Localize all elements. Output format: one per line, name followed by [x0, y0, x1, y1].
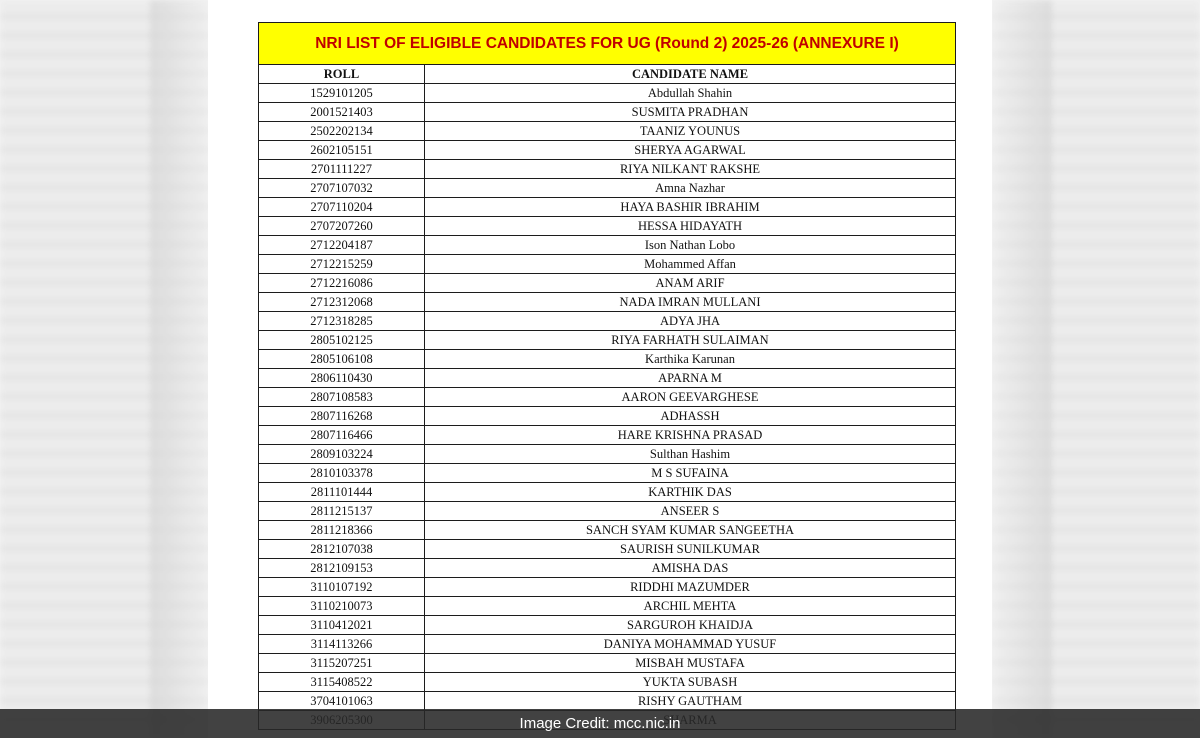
roll-cell: 2701111227 [259, 160, 425, 179]
roll-cell: 2001521403 [259, 103, 425, 122]
image-credit-text: Image Credit: mcc.nic.in [519, 715, 681, 732]
candidate-name-cell: Ison Nathan Lobo [425, 236, 956, 255]
roll-cell: 3704101063 [259, 692, 425, 711]
candidate-name-cell: DANIYA MOHAMMAD YUSUF [425, 635, 956, 654]
table-row [259, 578, 956, 597]
candidate-name-cell: SANCH SYAM KUMAR SANGEETHA [425, 521, 956, 540]
table-row [259, 445, 956, 464]
roll-cell: 3110210073 [259, 597, 425, 616]
document-title: NRI LIST OF ELIGIBLE CANDIDATES FOR UG (Round 2) 2025-26 (ANNEXURE I) [259, 23, 956, 65]
roll-cell: 3110107192 [259, 578, 425, 597]
candidate-list-table [258, 22, 956, 730]
candidate-name-cell: RISHY GAUTHAM [425, 692, 956, 711]
roll-cell: 2712312068 [259, 293, 425, 312]
roll-cell: 2806110430 [259, 369, 425, 388]
table-row [259, 331, 956, 350]
table-row [259, 635, 956, 654]
candidate-name-cell: KARTHIK DAS [425, 483, 956, 502]
candidate-name-cell: Mohammed Affan [425, 255, 956, 274]
candidate-name-cell: SHERYA AGARWAL [425, 141, 956, 160]
table-row [259, 464, 956, 483]
candidate-name-cell: Karthika Karunan [425, 350, 956, 369]
table-row [259, 673, 956, 692]
candidate-name-cell: TAANIZ YOUNUS [425, 122, 956, 141]
roll-cell: 1529101205 [259, 84, 425, 103]
roll-cell: 3115207251 [259, 654, 425, 673]
table-row [259, 198, 956, 217]
candidate-name-cell: SARGUROH KHAIDJA [425, 616, 956, 635]
table-row [259, 103, 956, 122]
table-row [259, 559, 956, 578]
roll-cell: 2810103378 [259, 464, 425, 483]
table-row [259, 540, 956, 559]
column-header-candidate-name: CANDIDATE NAME [425, 65, 956, 84]
table-row [259, 179, 956, 198]
table-row [259, 274, 956, 293]
roll-cell: 2809103224 [259, 445, 425, 464]
table-row [259, 388, 956, 407]
candidate-name-cell: YUKTA SUBASH [425, 673, 956, 692]
image-credit-bar [0, 709, 1200, 738]
table-row [259, 312, 956, 331]
roll-cell: 2811215137 [259, 502, 425, 521]
roll-cell: 2712216086 [259, 274, 425, 293]
roll-cell: 2805102125 [259, 331, 425, 350]
roll-cell: 3110412021 [259, 616, 425, 635]
candidate-name-cell: MISBAH MUSTAFA [425, 654, 956, 673]
table-row [259, 483, 956, 502]
roll-cell: 2811218366 [259, 521, 425, 540]
table-row [259, 502, 956, 521]
table-row [259, 521, 956, 540]
candidate-name-cell: AMISHA DAS [425, 559, 956, 578]
candidate-name-cell: Abdullah Shahin [425, 84, 956, 103]
blurred-background-right [992, 0, 1200, 738]
candidate-name-cell: M S SUFAINA [425, 464, 956, 483]
candidate-name-cell: ANAM ARIF [425, 274, 956, 293]
table-row [259, 654, 956, 673]
candidate-name-cell: HAYA BASHIR IBRAHIM [425, 198, 956, 217]
table-row [259, 426, 956, 445]
roll-cell: 2807108583 [259, 388, 425, 407]
roll-cell: 2811101444 [259, 483, 425, 502]
table-row [259, 236, 956, 255]
roll-cell: 2707207260 [259, 217, 425, 236]
roll-cell: 3115408522 [259, 673, 425, 692]
candidate-name-cell: SUSMITA PRADHAN [425, 103, 956, 122]
roll-cell: 2712204187 [259, 236, 425, 255]
candidate-name-cell: ADHASSH [425, 407, 956, 426]
candidate-name-cell: NADA IMRAN MULLANI [425, 293, 956, 312]
table-row [259, 407, 956, 426]
column-header-roll: ROLL [259, 65, 425, 84]
candidate-name-cell: SAURISH SUNILKUMAR [425, 540, 956, 559]
candidate-name-cell: Amna Nazhar [425, 179, 956, 198]
roll-cell: 2807116268 [259, 407, 425, 426]
candidate-name-cell: ADYA JHA [425, 312, 956, 331]
candidate-name-cell: HESSA HIDAYATH [425, 217, 956, 236]
roll-cell: 2712318285 [259, 312, 425, 331]
candidate-name-cell: Sulthan Hashim [425, 445, 956, 464]
table-row [259, 293, 956, 312]
table-row [259, 350, 956, 369]
candidate-name-cell: ANSEER S [425, 502, 956, 521]
roll-cell: 2707110204 [259, 198, 425, 217]
roll-cell: 2707107032 [259, 179, 425, 198]
table-row [259, 597, 956, 616]
roll-cell: 2807116466 [259, 426, 425, 445]
blurred-background-left [0, 0, 210, 738]
table-row [259, 255, 956, 274]
candidate-name-cell: APARNA M [425, 369, 956, 388]
candidate-name-cell: AARON GEEVARGHESE [425, 388, 956, 407]
roll-cell: 3114113266 [259, 635, 425, 654]
table-row [259, 84, 956, 103]
candidate-name-cell: ARCHIL MEHTA [425, 597, 956, 616]
table-row [259, 692, 956, 711]
roll-cell: 2812109153 [259, 559, 425, 578]
candidate-name-cell: RIYA NILKANT RAKSHE [425, 160, 956, 179]
table-row [259, 122, 956, 141]
table-row [259, 369, 956, 388]
candidate-name-cell: HARE KRISHNA PRASAD [425, 426, 956, 445]
table-row [259, 616, 956, 635]
roll-cell: 2712215259 [259, 255, 425, 274]
roll-cell: 2812107038 [259, 540, 425, 559]
roll-cell: 2502202134 [259, 122, 425, 141]
candidate-name-cell: RIYA FARHATH SULAIMAN [425, 331, 956, 350]
candidate-name-cell: RIDDHI MAZUMDER [425, 578, 956, 597]
roll-cell: 2805106108 [259, 350, 425, 369]
table-row [259, 217, 956, 236]
table-row [259, 141, 956, 160]
roll-cell: 2602105151 [259, 141, 425, 160]
table-row [259, 160, 956, 179]
